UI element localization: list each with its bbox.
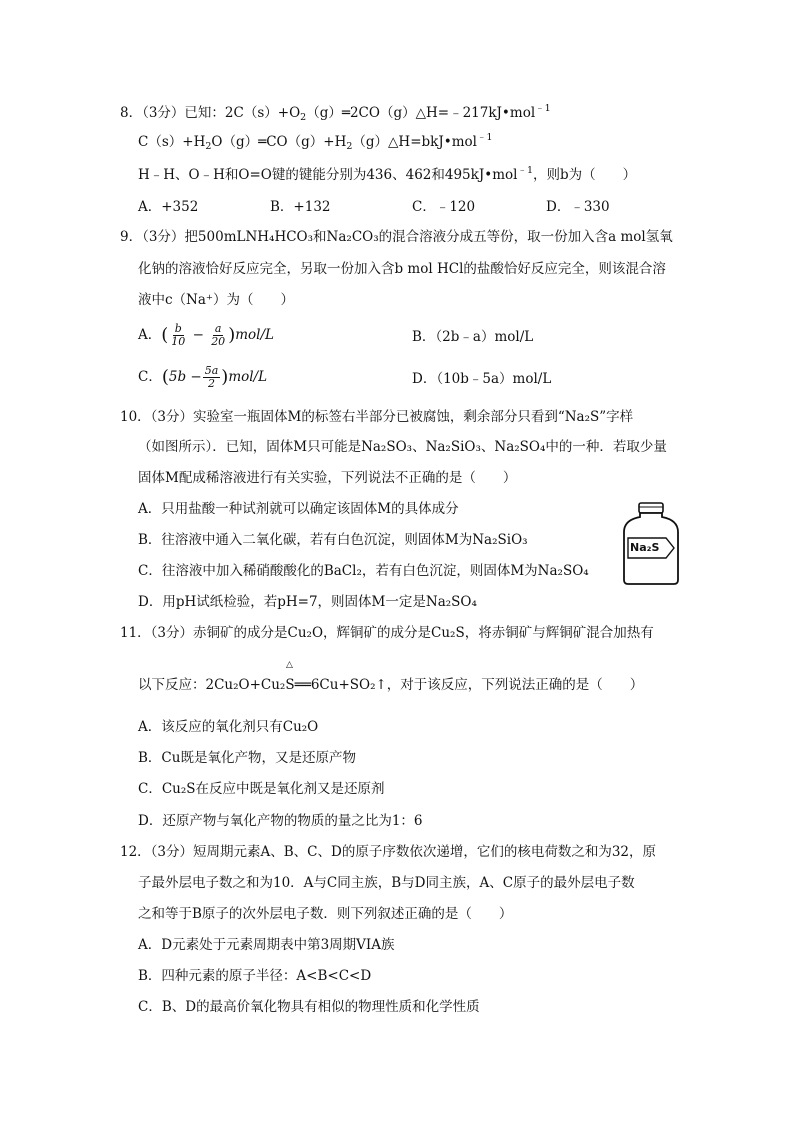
q10-stem-line3: 固体M配成稀溶液进行有关实验，下列说法不正确的是（ ）: [138, 470, 517, 486]
q9-stem-line2: 化钠的溶液恰好反应完全，另取一份加入含b mol HCl的盐酸恰好反应完全，则该混合溶: [138, 261, 666, 277]
q8-stem-line1: 8．（3分）已知：$2C(s)+O_2(g)═2CO(g)\triangle H=﹣217kJ•mol^{﹣1}$: [120, 103, 551, 123]
q11-stem-line1: 11．（3分）赤铜矿的成分是Cu₂O，辉铜矿的成分是Cu₂S，将赤铜矿与辉铜矿混合加热有: [120, 625, 654, 641]
q12-stem-line1: 12．（3分）短周期元素A、B、C、D的原子序数依次递增，它们的核电荷数之和为32，原: [120, 844, 657, 860]
q8-option-c[interactable]: C．﹣120: [412, 199, 476, 215]
q8-option-b[interactable]: B．+132: [270, 199, 331, 215]
q11-option-b[interactable]: B．Cu既是氧化产物，又是还原产物: [138, 750, 356, 766]
q12-stem-line2: 子最外层电子数之和为10．A与C同主族，B与D同主族，A、C原子的最外层电子数: [138, 875, 635, 891]
q12-option-a[interactable]: A．D元素处于元素周期表中第3周期VIA族: [138, 937, 395, 953]
bottle-label-text: Na₂S: [630, 541, 660, 554]
q12-option-b[interactable]: B．四种元素的原子半径：A<B<C<D: [138, 968, 372, 984]
q9-stem-line1: 9．（3分）把500mLNH₄HCO₃和Na₂CO₃的混合溶液分成五等份，取一份加入含a mol氢氧: [120, 229, 673, 245]
q10-stem-line2: （如图所示）．已知，固体M只可能是Na₂SO₃、Na₂SiO₃、Na₂SO₄中的一种．若取少量: [138, 439, 667, 455]
q11-stem-line2: 以下反应：2Cu₂O+Cu₂S══6Cu+SO₂↑，对于该反应，下列说法正确的是（ ）: [138, 677, 644, 693]
q10-option-a[interactable]: A．只用盐酸一种试剂就可以确定该固体M的具体成分: [138, 501, 459, 517]
q9-option-d[interactable]: D．（10b﹣5a）mol/L: [412, 371, 552, 387]
q10-option-b[interactable]: B．往溶液中通入二氧化碳，若有白色沉淀，则固体M为Na₂SiO₃: [138, 532, 528, 548]
q8-stem-line3: H﹣H、O﹣H和O=O键的键能分别为436、462和495kJ•mol$^{﹣1}$，则b为（ ）: [138, 165, 637, 183]
q10-option-c[interactable]: C．往溶液中加入稀硝酸酸化的BaCl₂，若有白色沉淀，则固体M为Na₂SO₄: [138, 563, 589, 579]
q9-option-c[interactable]: C．(5b − $\frac{5a}{2}$ )mol/L: [138, 364, 268, 390]
q8-option-a[interactable]: A．+352: [138, 199, 199, 215]
q8-stem-line2: $C(s)+H_2O(g)═CO(g)+H_2(g)\triangle H=bkJ•mol^{﹣1}$: [138, 132, 493, 152]
q10-stem-line1: 10．（3分）实验室一瓶固体M的标签右半部分已被腐蚀，剩余部分只看到“Na₂S”字样: [120, 409, 634, 425]
q12-option-c[interactable]: C．B、D的最高价氧化物具有相似的物理性质和化学性质: [138, 999, 480, 1015]
q9-option-a[interactable]: A．( $\frac{b}{10}$ − $\frac{a}{20}$ )mol/L: [138, 322, 274, 348]
q11-option-a[interactable]: A．该反应的氧化剂只有Cu₂O: [138, 719, 319, 735]
q10-option-d[interactable]: D．用pH试纸检验，若pH=7，则固体M一定是Na₂SO₄: [138, 594, 477, 610]
q11-option-d[interactable]: D．还原产物与氧化产物的物质的量之比为1：6: [138, 813, 423, 829]
q12-stem-line3: 之和等于B原子的次外层电子数．则下列叙述正确的是（ ）: [138, 906, 513, 922]
q8-option-d[interactable]: D．﹣330: [546, 199, 610, 215]
reagent-bottle-figure: [620, 502, 682, 586]
q11-option-c[interactable]: C．Cu₂S在反应中既是氧化剂又是还原剂: [138, 781, 385, 797]
heat-symbol: △: [286, 660, 293, 670]
q9-option-b[interactable]: B．（2b﹣a）mol/L: [412, 329, 534, 345]
q9-stem-line3: 液中c（Na⁺）为（ ）: [138, 292, 295, 308]
